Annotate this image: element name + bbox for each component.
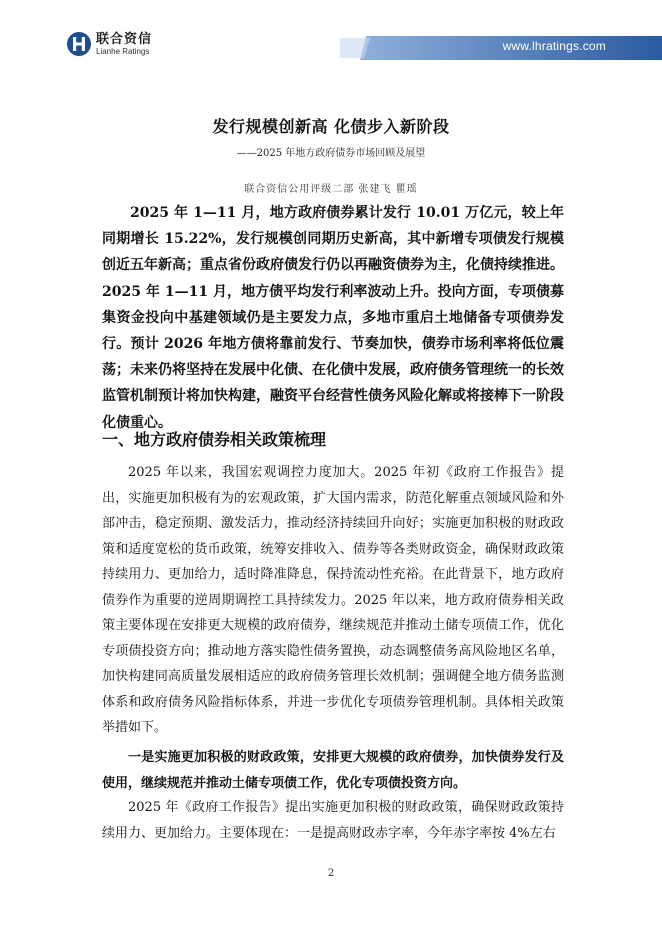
logo-en-text: Lianhe Ratings: [96, 46, 150, 56]
document-subtitle: ——2025 年地方政府债券市场回顾及展望: [236, 148, 426, 159]
body-paragraph-2: 2025 年《政府工作报告》提出实施更加积极的财政政策，确保财政政策持续用力、更加给力。主要体现在：一是提高财政赤字率，今年赤字率按 4%左右: [102, 800, 564, 841]
lianhe-logo: [66, 31, 152, 57]
section-heading: 一、地方政府债券相关政策梳理: [102, 430, 327, 449]
abstract-paragraph: 2025 年 1—11 月，地方政府债券累计发行 10.01 万亿元，较上年同期增长 15.22%，发行规模创同期历史新高，其中新增专项债发行规模创近五年新高；重点省份政府债发行仍以再融资债券为主，化债持续推进。2025 年 1—11 月，地方债平均发行利率波动上升。投向方面，专项债募集资金投向中基建领域仍是主要发力点，多地市重启土地储备专项债券发行。预计 2026 年地方债将靠前发行、节奏加快，债券市场利率将低位震荡；未来仍将坚持在发展中化债、在化债中发展，政府债务管理统一的长效监管机制预计将加快构建，融资平台经营性债务风险化解或将接棒下一阶段化债重心。: [102, 205, 564, 431]
header-banner: [340, 24, 662, 72]
document-title: 发行规模创新高 化债步入新阶段: [212, 117, 450, 136]
body-paragraph-1: 2025 年以来，我国宏观调控力度加大。2025 年初《政府工作报告》提出，实施更加积极有为的宏观政策，扩大国内需求，防范化解重点领域风险和外部冲击，稳定预期、激发活力，推动经济持续回升向好；实施更加积极的财政政策和适度宽松的货币政策，统筹安排收入、债券等各类财政资金，确保财政政策持续用力、更加给力，适时降准降息，保持流动性充裕。在此背景下，地方政府债券作为重要的逆周期调控工具持续发力。2025 年以来，地方政府债券相关政策主要体现在安排更大规模的政府债券，继续规范并推动土储专项债工作，优化专项债投资方向；推动地方落实隐性债务置换，动态调整债务高风险地区名单，加快构建同高质量发展相适应的政府债务管理长效机制；强调健全地方债务监测体系和政府债务风险指标体系，并进一步优化专项债券管理机制。具体相关政策举措如下。: [102, 465, 564, 735]
lianhe-logo-icon: [66, 31, 92, 57]
document-authors: 联合资信公用评级二部 张建飞 瞿瑶: [244, 184, 418, 195]
page-header: [0, 0, 662, 80]
logo-cn-text: 联合资信: [96, 31, 153, 47]
page-number: 2: [327, 868, 335, 879]
website-url[interactable]: www.lhratings.com: [502, 39, 606, 53]
bold-paragraph: 一是实施更加积极的财政政策，安排更大规模的政府债券，加快债券发行及使用，继续规范并推动土储专项债工作，优化专项债投资方向。: [102, 750, 564, 791]
